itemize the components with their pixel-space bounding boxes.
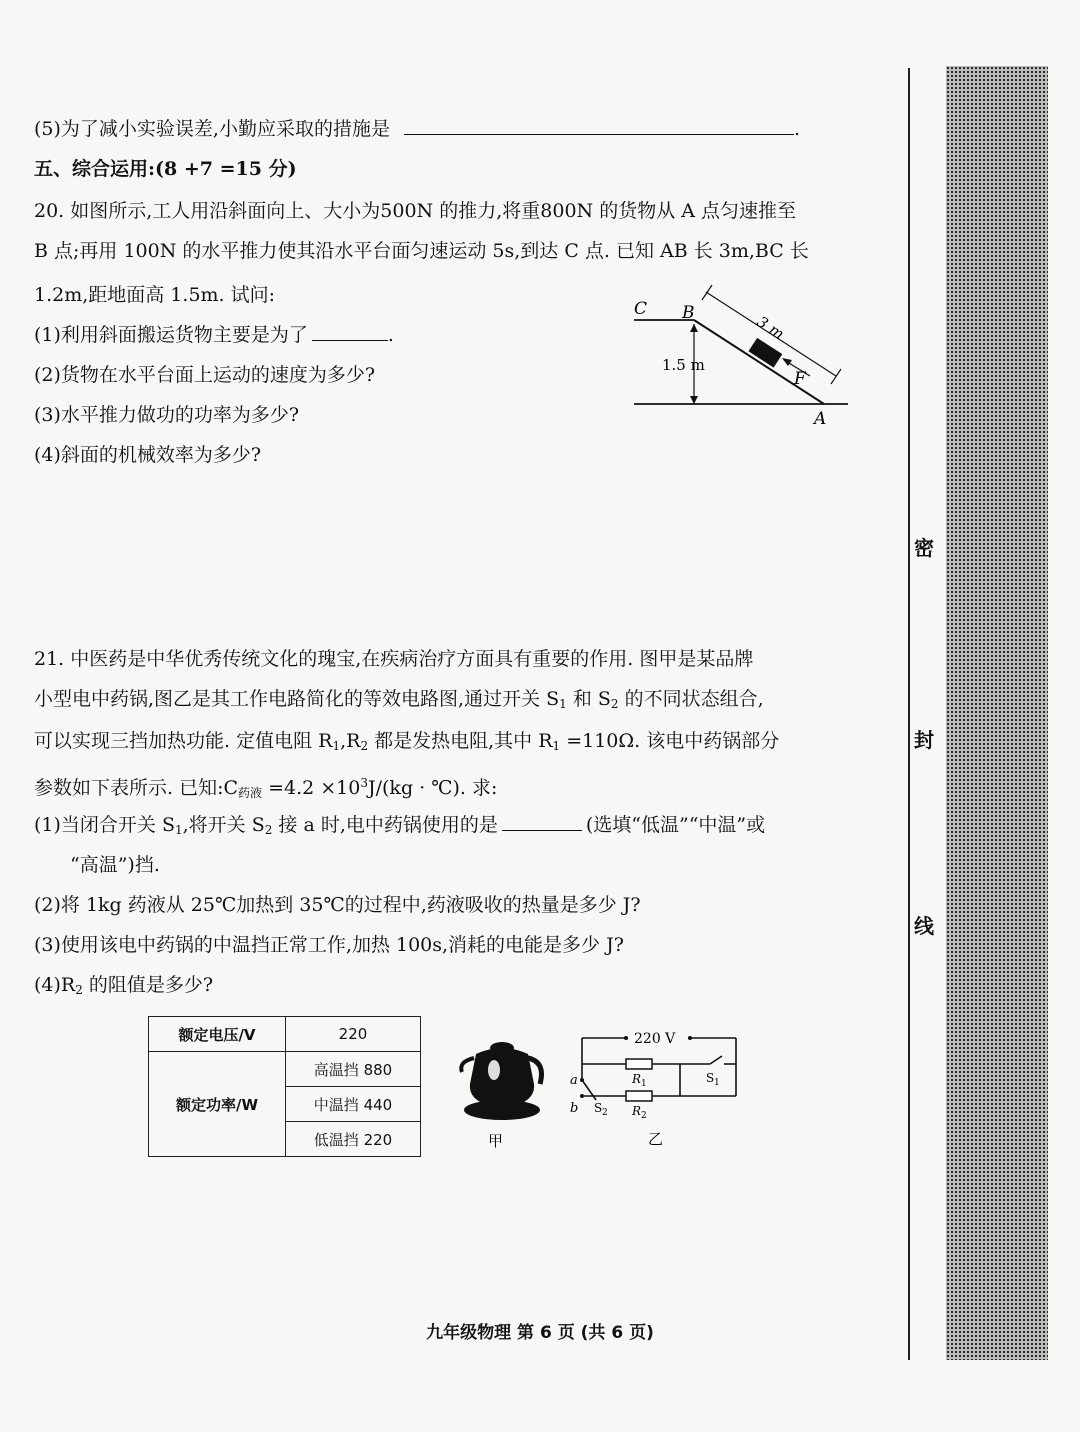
resistor-r2	[626, 1091, 652, 1101]
sub-index: 1	[559, 697, 567, 711]
answer-blank[interactable]	[404, 116, 794, 135]
answer-blank[interactable]	[502, 812, 582, 831]
incline-diagram	[624, 280, 860, 430]
label-s1: S	[706, 1071, 715, 1085]
table-row	[149, 1017, 421, 1052]
figure-label-yi: 乙	[648, 1130, 664, 1148]
sub-index: 1	[332, 739, 341, 753]
kettle-highlight	[488, 1060, 500, 1080]
seal-char-mi: 密	[914, 536, 934, 560]
q21-line4-b: =4.2 ×10	[262, 777, 361, 799]
q21-sub4-a: (4)R	[34, 974, 76, 996]
terminal-right	[688, 1036, 692, 1040]
sub-index: 2	[264, 823, 273, 837]
q21-sub1-c: 接 a 时,电中药锅使用的是	[272, 814, 498, 836]
circuit-figure	[566, 1024, 746, 1154]
length-tick-b	[702, 285, 712, 300]
q21-line2	[34, 686, 764, 717]
section-title: 五、综合运用:(8 +7 =15 分)	[34, 158, 297, 180]
sub-index: 1	[552, 739, 561, 753]
sup-exponent: 3	[360, 776, 368, 790]
label-s2-index: 2	[602, 1108, 608, 1118]
force-arrow-head	[782, 358, 792, 366]
q21-sub1-a: (1)当闭合开关 S	[34, 814, 175, 836]
q21-line1: 21. 中医药是中华优秀传统文化的瑰宝,在疾病治疗方面具有重要的作用. 图甲是某品牌	[34, 648, 754, 670]
power-mid: 中温挡 440	[286, 1087, 421, 1122]
q20-line2: B 点;再用 100N 的水平推力使其沿水平台面匀速运动 5s,到达 C 点. 已知 AB 长 3m,BC 长	[34, 240, 809, 262]
q21-sub1	[34, 812, 765, 843]
q21-line3-b: ,R	[340, 730, 361, 752]
q21-line2-c: 的不同状态组合,	[618, 688, 764, 710]
q21-line4-a: 参数如下表所示. 已知:C	[34, 777, 239, 799]
power-low: 低温挡 220	[286, 1122, 421, 1157]
q19-5-end: .	[793, 118, 801, 140]
sub-index: 1	[174, 823, 183, 837]
q21-line3-d: =110Ω. 该电中药锅部分	[560, 730, 780, 752]
q21-sub3: (3)使用该电中药锅的中温挡正常工作,加热 100s,消耗的电能是多少 J?	[34, 934, 624, 956]
q20-sub1	[34, 322, 394, 348]
table-row	[149, 1052, 421, 1087]
label-a: A	[814, 409, 827, 429]
node-a	[580, 1078, 584, 1082]
binding-line	[908, 68, 910, 1360]
label-a: a	[570, 1073, 578, 1088]
node-b	[580, 1094, 584, 1098]
kettle-figure	[452, 1028, 552, 1152]
q21-line2-a: 小型电中药锅,图乙是其工作电路简化的等效电路图,通过开关 S	[34, 688, 560, 710]
voltage-label: 额定电压/V	[149, 1017, 286, 1052]
q21-line2-b: 和 S	[566, 688, 611, 710]
switch-s1	[710, 1056, 722, 1064]
page-footer: 九年级物理 第 6 页 (共 6 页)	[426, 1323, 654, 1343]
q21-sub1-d: (选填“低温”“中温”或	[585, 814, 766, 836]
power-high: 高温挡 880	[286, 1052, 421, 1087]
figure-label-jia: 甲	[488, 1132, 504, 1150]
length-tick-a	[831, 369, 841, 384]
voltage-label: 220 V	[634, 1031, 676, 1047]
seal-char-feng: 封	[914, 728, 934, 752]
label-r2-index: 2	[641, 1111, 647, 1121]
q21-line4	[34, 770, 497, 806]
label-height: 1.5 m	[662, 356, 705, 374]
label-c: C	[634, 299, 648, 319]
kettle-body	[470, 1048, 534, 1108]
seal-char-xian: 线	[914, 914, 934, 938]
label-length: 3 m	[753, 312, 788, 344]
answer-blank[interactable]	[312, 322, 388, 341]
circuit-wires	[582, 1038, 736, 1100]
resistor-r1	[626, 1059, 652, 1069]
q21-line3-c: 都是发热电阻,其中 R	[368, 730, 553, 752]
q20-line1: 20. 如图所示,工人用沿斜面向上、大小为500N 的推力,将重800N 的货物从 A 点匀速推至	[34, 200, 796, 222]
q20-sub4: (4)斜面的机械效率为多少?	[34, 444, 262, 466]
label-s1-index: 1	[714, 1078, 720, 1088]
q21-sub1-cont: “高温”)挡.	[70, 854, 160, 876]
voltage-value: 220	[286, 1017, 421, 1052]
label-b: b	[570, 1101, 579, 1116]
incline-line	[694, 320, 824, 404]
label-r1: R	[632, 1072, 642, 1086]
q21-sub4	[34, 972, 213, 1003]
binding-strip	[946, 66, 1048, 1360]
terminal-left	[624, 1036, 628, 1040]
kettle-lid	[490, 1042, 514, 1054]
q21-line3-a: 可以实现三挡加热功能. 定值电阻 R	[34, 730, 333, 752]
label-b: B	[682, 303, 695, 323]
q20-line3: 1.2m,距地面高 1.5m. 试问:	[34, 284, 276, 306]
q21-sub4-b: 的阻值是多少?	[82, 974, 214, 996]
q20-sub1-text: (1)利用斜面搬运货物主要是为了	[34, 324, 308, 346]
sub-medicine: 药液	[238, 786, 263, 800]
label-force: F	[794, 369, 806, 389]
q19-5-text: (5)为了减小实验误差,小勤应采取的措施是	[34, 118, 390, 140]
q20-sub2: (2)货物在水平台面上运动的速度为多少?	[34, 364, 376, 386]
sub-index: 2	[610, 697, 619, 711]
label-r2: R	[632, 1104, 642, 1118]
parameter-table	[148, 1016, 421, 1157]
label-s2: S	[594, 1101, 603, 1115]
kettle-spout	[461, 1058, 474, 1072]
sub-index: 2	[360, 739, 369, 753]
q20-sub1-end: .	[387, 324, 394, 346]
q19-5	[34, 116, 800, 142]
q21-sub2: (2)将 1kg 药液从 25℃加热到 35℃的过程中,药液吸收的热量是多少 J?	[34, 894, 641, 916]
label-r1-index: 1	[641, 1079, 647, 1089]
q21-line4-c: J/(kg · ℃). 求:	[368, 777, 498, 799]
height-arrow-up	[690, 324, 698, 332]
power-label: 额定功率/W	[149, 1052, 286, 1157]
q21-sub1-b: ,将开关 S	[182, 814, 265, 836]
sub-index: 2	[75, 983, 83, 997]
height-arrow-down	[690, 396, 698, 404]
q20-sub3: (3)水平推力做功的功率为多少?	[34, 404, 300, 426]
q21-line3	[34, 728, 779, 759]
